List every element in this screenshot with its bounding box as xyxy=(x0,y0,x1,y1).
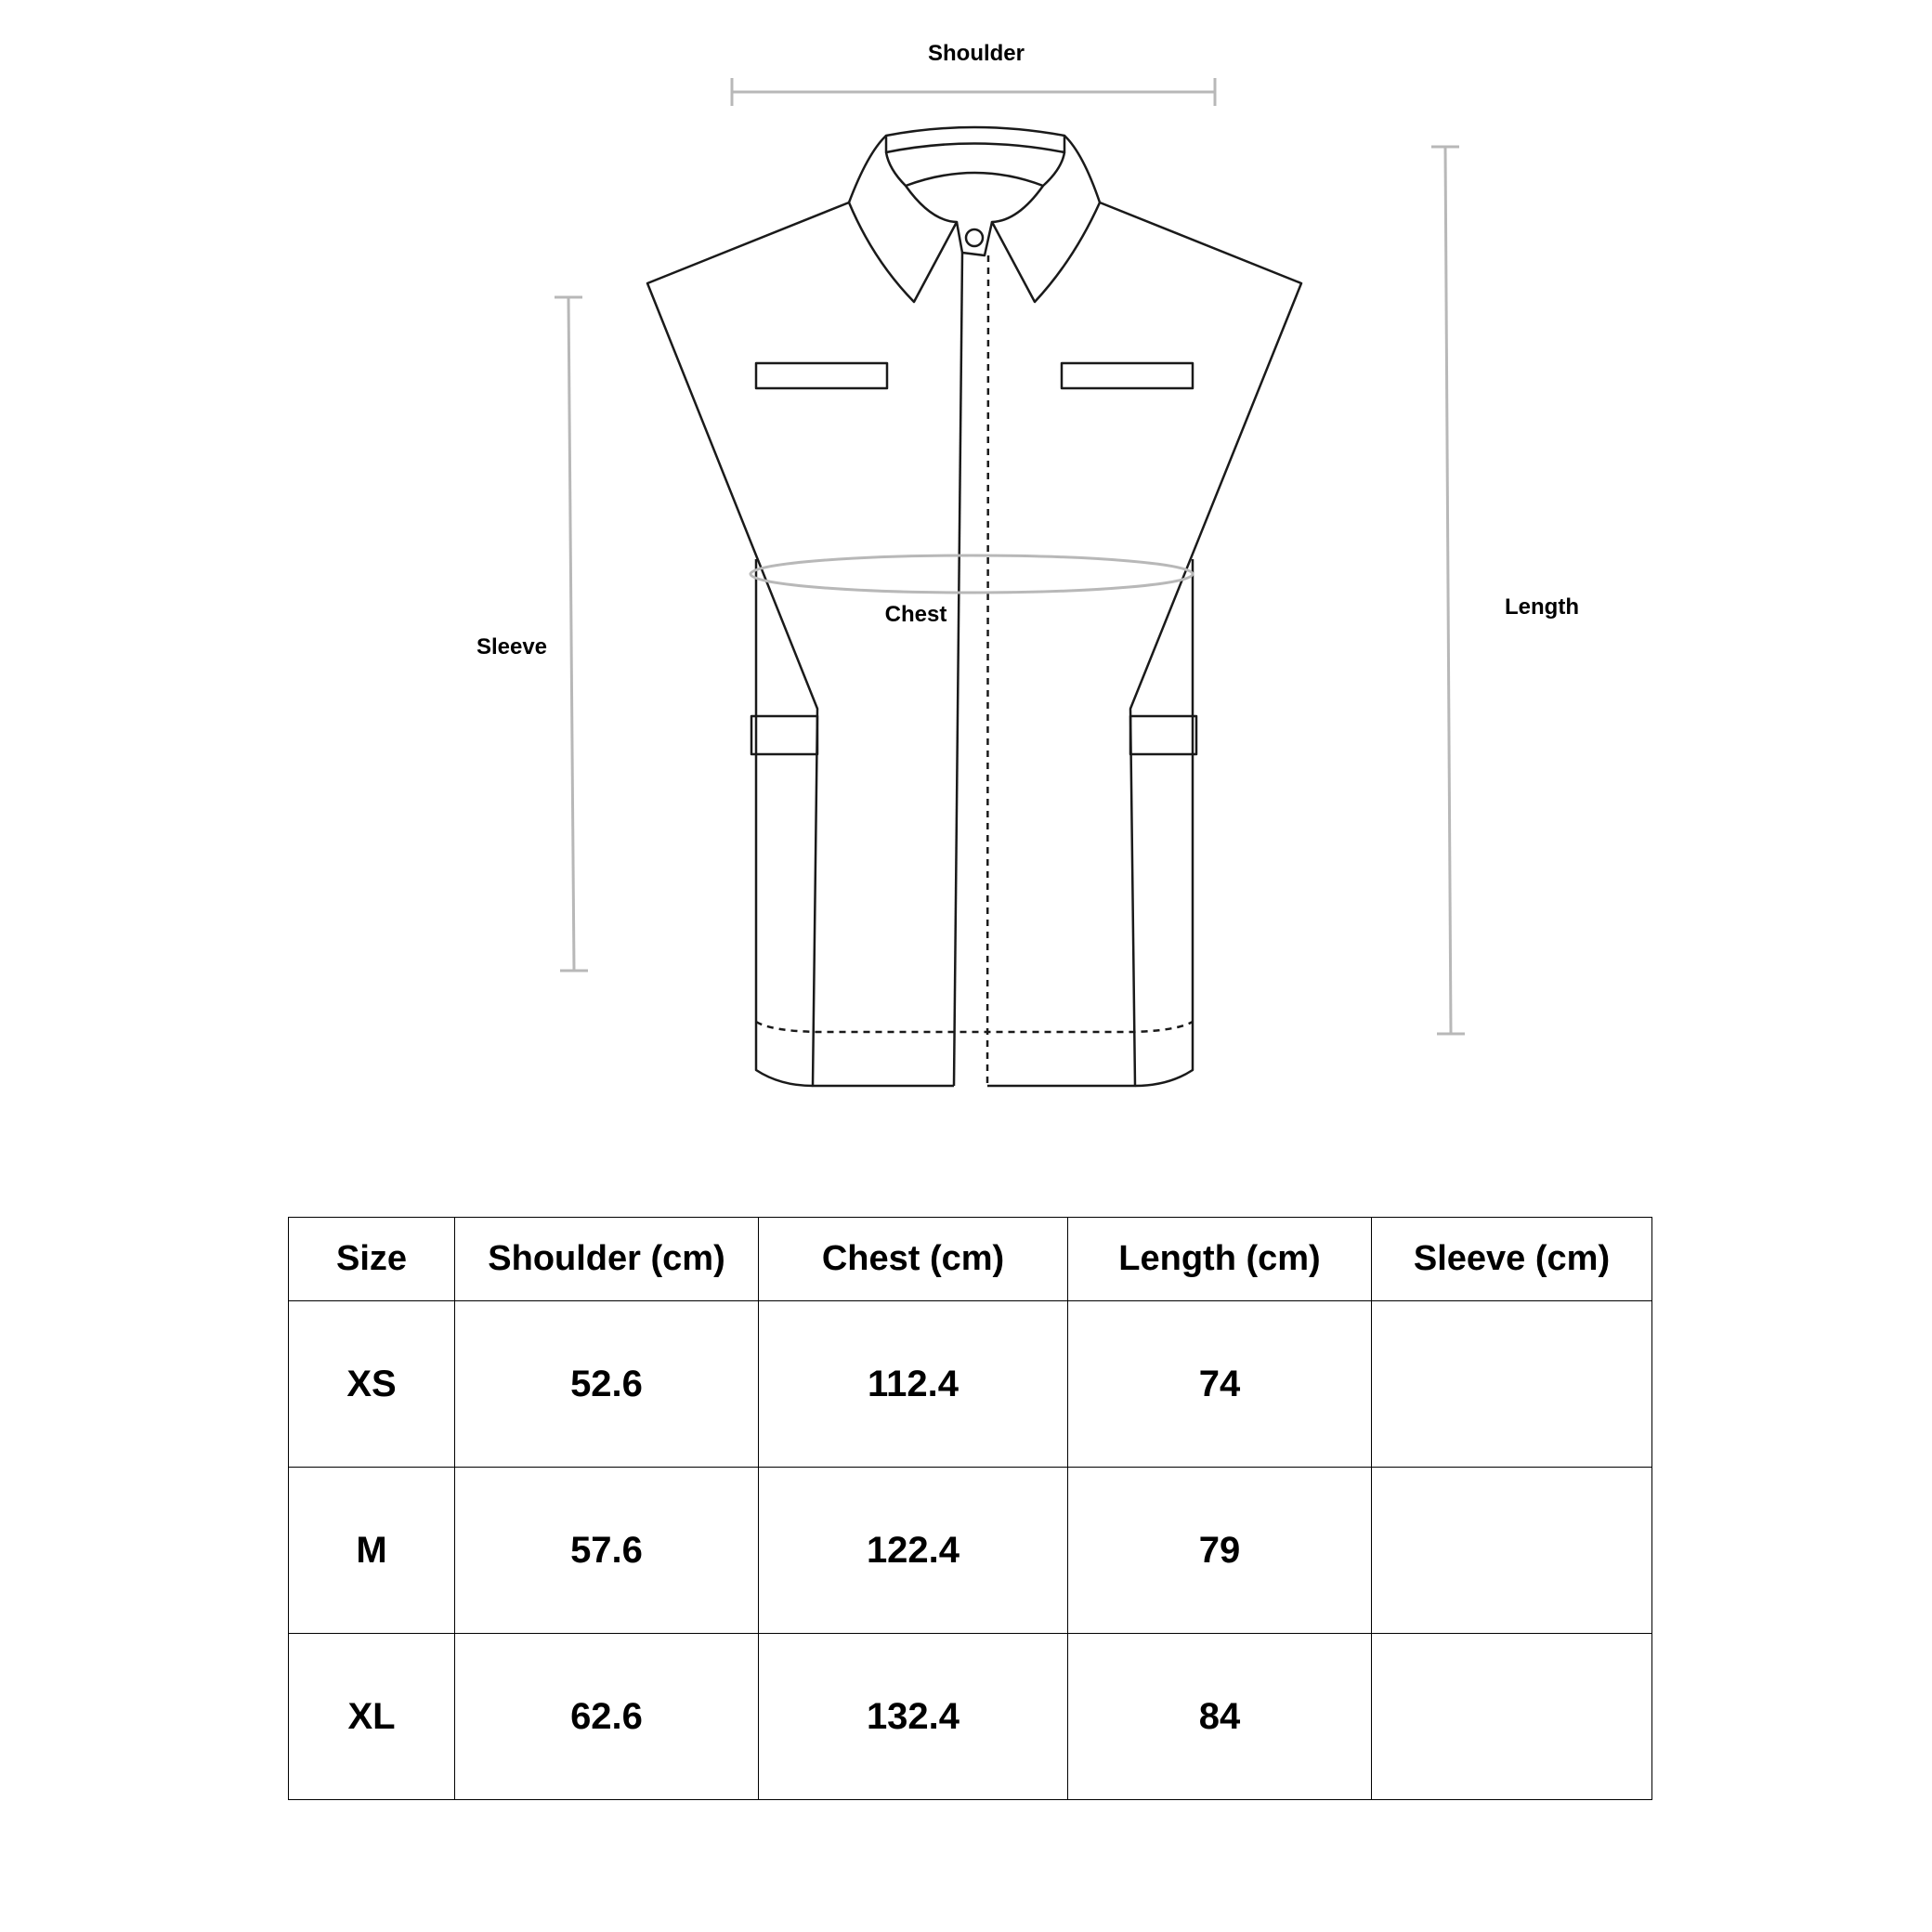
collar-left xyxy=(849,136,957,302)
placket-left-edge xyxy=(954,253,962,1086)
side-tab-right xyxy=(1130,716,1196,754)
cell-size: XL xyxy=(289,1634,455,1800)
table-row xyxy=(289,1301,1652,1468)
side-panel-right xyxy=(1135,559,1193,1086)
cell-sleeve xyxy=(1372,1301,1652,1468)
side-panel-left xyxy=(756,559,813,1086)
cell-chest: 112.4 xyxy=(759,1301,1068,1468)
cell-length: 84 xyxy=(1068,1634,1372,1800)
size-chart-table xyxy=(288,1217,1652,1800)
placket-top xyxy=(957,222,992,255)
length-label: Length xyxy=(1505,594,1579,620)
chest-pocket-right xyxy=(1062,363,1193,388)
header-shoulder: Shoulder (cm) xyxy=(455,1218,759,1301)
table-row xyxy=(289,1634,1652,1800)
side-tab-left xyxy=(751,716,817,754)
cell-length: 79 xyxy=(1068,1468,1372,1634)
vest-left-body xyxy=(647,202,954,1086)
vest-right-body xyxy=(987,202,1301,1086)
cell-shoulder: 52.6 xyxy=(455,1301,759,1468)
table-row xyxy=(289,1468,1652,1634)
neck-band xyxy=(906,173,1043,186)
collar-right xyxy=(992,136,1100,302)
sleeve-measure-line xyxy=(568,297,574,971)
hem-stitch xyxy=(756,1022,1193,1032)
header-sleeve: Sleeve (cm) xyxy=(1372,1218,1652,1301)
header-chest: Chest (cm) xyxy=(759,1218,1068,1301)
cell-size: XS xyxy=(289,1301,455,1468)
vest-outline xyxy=(647,127,1301,1086)
table-header-row xyxy=(289,1218,1652,1301)
collar-stand xyxy=(886,127,1064,152)
header-size: Size xyxy=(289,1218,455,1301)
length-measure-line xyxy=(1445,147,1451,1034)
cell-chest: 122.4 xyxy=(759,1468,1068,1634)
cell-shoulder: 57.6 xyxy=(455,1468,759,1634)
sleeve-label: Sleeve xyxy=(476,634,548,659)
shoulder-label: Shoulder xyxy=(927,41,1025,66)
chest-pocket-left xyxy=(756,363,887,388)
cell-chest: 132.4 xyxy=(759,1634,1068,1800)
placket-stitch xyxy=(987,255,988,1086)
cell-length: 74 xyxy=(1068,1301,1372,1468)
cell-sleeve xyxy=(1372,1634,1652,1800)
cell-size: M xyxy=(289,1468,455,1634)
chest-label: Chest xyxy=(884,602,947,627)
collar-button xyxy=(966,229,983,246)
cell-sleeve xyxy=(1372,1468,1652,1634)
header-length: Length (cm) xyxy=(1068,1218,1372,1301)
cell-shoulder: 62.6 xyxy=(455,1634,759,1800)
chest-measure-ellipse xyxy=(751,555,1193,593)
